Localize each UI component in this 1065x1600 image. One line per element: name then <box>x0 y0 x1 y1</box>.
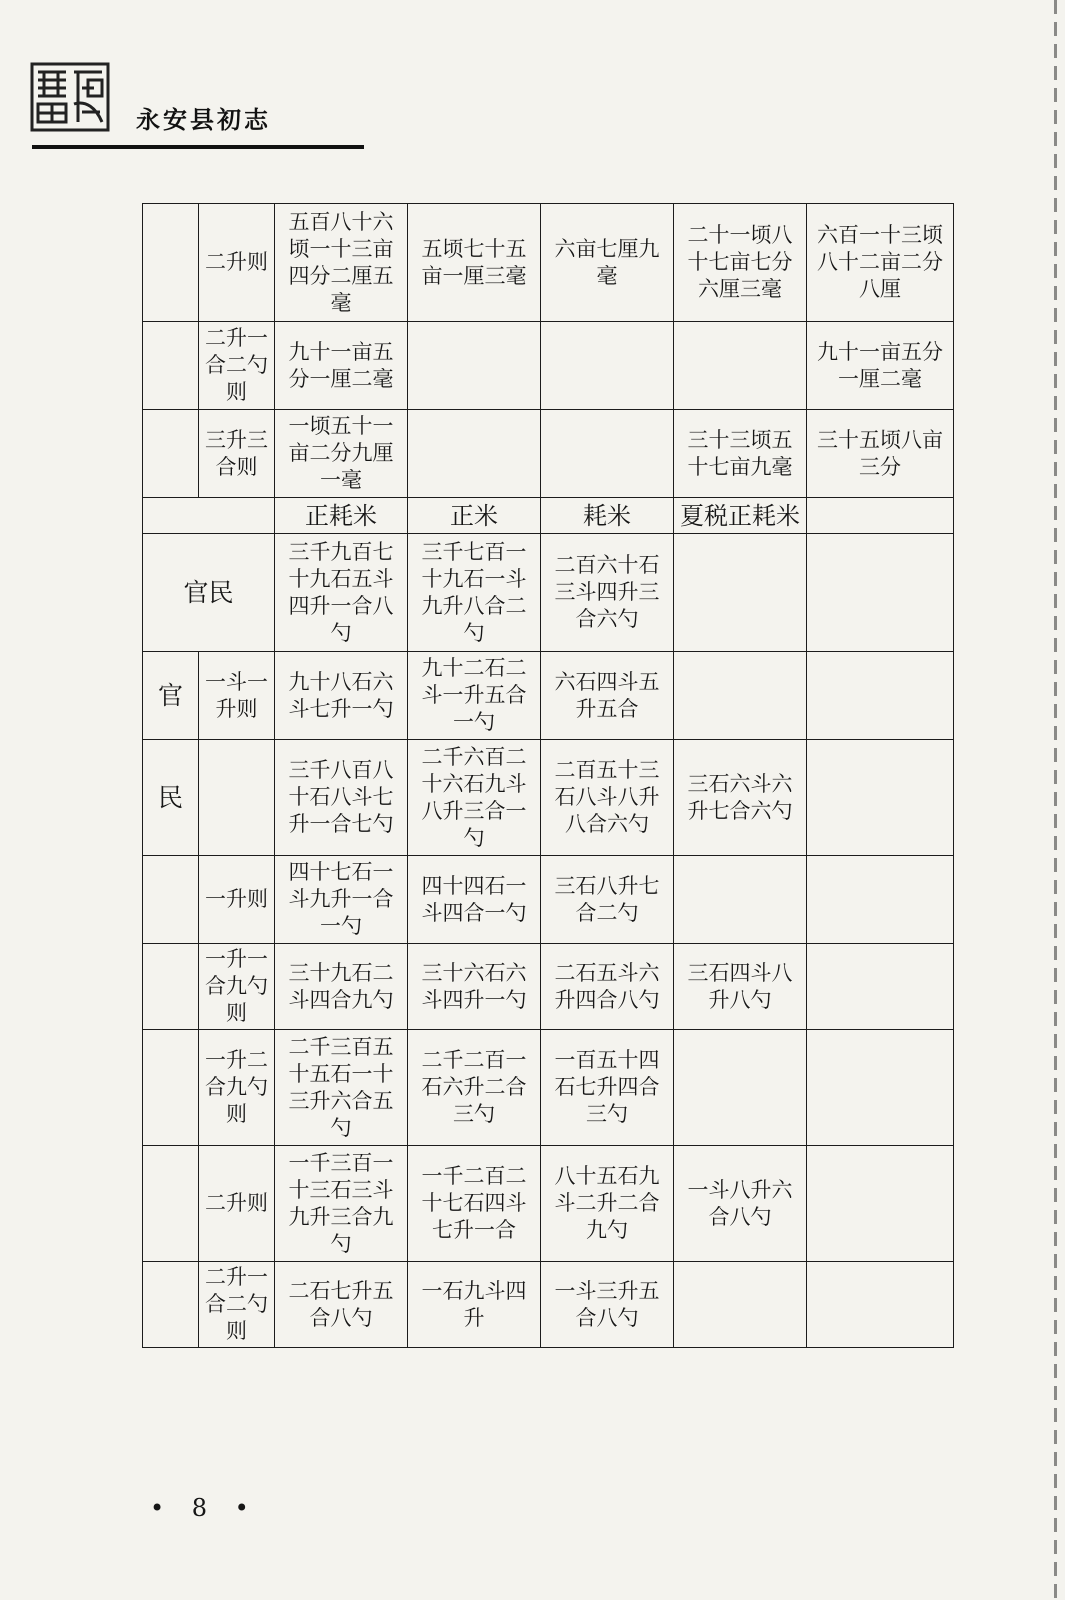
table-cell <box>408 410 541 498</box>
book-title: 永安县初志 <box>136 106 271 134</box>
row-category <box>143 944 199 1030</box>
row-category <box>143 1146 199 1262</box>
row-rate-label: 一斗一升则 <box>199 652 275 740</box>
header-rule <box>32 145 364 149</box>
row-rate-label: 二升则 <box>199 1146 275 1262</box>
table-row <box>143 856 954 944</box>
table-cell: 三千九百七十九石五斗四升一合八勺 <box>275 534 408 652</box>
table-cell: 二百六十石三斗四升三合六勺 <box>541 534 674 652</box>
table-cell: 二石五斗六升四合八勺 <box>541 944 674 1030</box>
row-rate-label: 一升一合九勺则 <box>199 944 275 1030</box>
table-cell: 六石四斗五升五合 <box>541 652 674 740</box>
table-cell: 三石八升七合二勺 <box>541 856 674 944</box>
row-rate-label: 二升则 <box>199 204 275 322</box>
table-cell: 正耗米 <box>275 498 408 534</box>
row-category <box>143 410 199 498</box>
table-cell <box>674 1030 807 1146</box>
table-cell: 二千三百五十五石一十三升六合五勺 <box>275 1030 408 1146</box>
table-cell: 三千八百八十石八斗七升一合七勺 <box>275 740 408 856</box>
table-cell: 正米 <box>408 498 541 534</box>
row-rate-label: 二升一合二勺则 <box>199 1262 275 1348</box>
table-cell: 夏税正耗米 <box>674 498 807 534</box>
table-cell <box>807 740 954 856</box>
table-cell: 一斗三升五合八勺 <box>541 1262 674 1348</box>
row-category <box>143 1262 199 1348</box>
table-cell <box>143 498 275 534</box>
table-cell: 三十五顷八亩三分 <box>807 410 954 498</box>
table-row <box>143 944 954 1030</box>
table-cell: 三十六石六斗四升一勺 <box>408 944 541 1030</box>
table-cell <box>807 652 954 740</box>
row-category: 民 <box>143 740 199 856</box>
table-cell: 一斗八升六合八勺 <box>674 1146 807 1262</box>
row-label: 官民 <box>143 534 275 652</box>
table-cell <box>674 534 807 652</box>
page-edge-line <box>1054 0 1057 1600</box>
table-cell <box>807 944 954 1030</box>
table-cell: 二石七升五合八勺 <box>275 1262 408 1348</box>
table-cell: 五百八十六顷一十三亩四分二厘五毫 <box>275 204 408 322</box>
table-cell <box>674 322 807 410</box>
land-tax-table <box>142 203 954 1348</box>
table-cell: 三十三顷五十七亩九毫 <box>674 410 807 498</box>
table-cell: 八十五石九斗二升二合九勺 <box>541 1146 674 1262</box>
table-cell <box>807 856 954 944</box>
row-category <box>143 204 199 322</box>
table-cell: 三十九石二斗四合九勺 <box>275 944 408 1030</box>
table-cell <box>807 498 954 534</box>
row-rate-label <box>199 740 275 856</box>
table-row <box>143 322 954 410</box>
table-cell: 二十一顷八十七亩七分六厘三毫 <box>674 204 807 322</box>
table-cell: 一百五十四石七升四合三勺 <box>541 1030 674 1146</box>
table-cell <box>807 1262 954 1348</box>
table-cell: 三千七百一十九石一斗九升八合二勺 <box>408 534 541 652</box>
table-cell: 四十四石一斗四合一勺 <box>408 856 541 944</box>
table-cell: 三石六斗六升七合六勺 <box>674 740 807 856</box>
table-row <box>143 1262 954 1348</box>
row-rate-label: 二升一合二勺则 <box>199 322 275 410</box>
table-cell <box>807 1146 954 1262</box>
table-cell <box>541 322 674 410</box>
table-row <box>143 740 954 856</box>
table-cell <box>541 410 674 498</box>
table-cell: 一顷五十一亩二分九厘一毫 <box>275 410 408 498</box>
table-cell <box>807 534 954 652</box>
table-cell: 二百五十三石八斗八升八合六勺 <box>541 740 674 856</box>
table-cell <box>674 652 807 740</box>
table-cell: 一千三百一十三石三斗九升三合九勺 <box>275 1146 408 1262</box>
table-cell: 三石四斗八升八勺 <box>674 944 807 1030</box>
table-row <box>143 410 954 498</box>
table-row <box>143 652 954 740</box>
table-cell: 耗米 <box>541 498 674 534</box>
table-header-row <box>143 498 954 534</box>
table-cell <box>408 322 541 410</box>
row-category <box>143 322 199 410</box>
table-cell: 六百一十三顷八十二亩二分八厘 <box>807 204 954 322</box>
table-cell: 九十一亩五分一厘二毫 <box>807 322 954 410</box>
table-cell <box>674 856 807 944</box>
table-cell: 四十七石一斗九升一合一勺 <box>275 856 408 944</box>
table-cell: 五顷七十五亩一厘三毫 <box>408 204 541 322</box>
row-category <box>143 856 199 944</box>
table-row <box>143 534 954 652</box>
table-cell: 二千六百二十六石九斗八升三合一勺 <box>408 740 541 856</box>
table-row <box>143 204 954 322</box>
table-cell: 一千二百二十七石四斗七升一合 <box>408 1146 541 1262</box>
table-cell: 九十一亩五分一厘二毫 <box>275 322 408 410</box>
page-number: • 8 • <box>150 1494 259 1522</box>
row-category: 官 <box>143 652 199 740</box>
table-cell <box>674 1262 807 1348</box>
table-cell: 二千二百一石六升二合三勺 <box>408 1030 541 1146</box>
row-category <box>143 1030 199 1146</box>
row-rate-label: 一升则 <box>199 856 275 944</box>
table-row <box>143 1146 954 1262</box>
table-row <box>143 1030 954 1146</box>
table-cell <box>807 1030 954 1146</box>
row-rate-label: 三升三合则 <box>199 410 275 498</box>
table-cell: 九十二石二斗一升五合一勺 <box>408 652 541 740</box>
table-cell: 九十八石六斗七升一勺 <box>275 652 408 740</box>
table-cell: 一石九斗四升 <box>408 1262 541 1348</box>
row-rate-label: 一升二合九勺则 <box>199 1030 275 1146</box>
seal-logo <box>30 62 110 132</box>
table-cell: 六亩七厘九毫 <box>541 204 674 322</box>
